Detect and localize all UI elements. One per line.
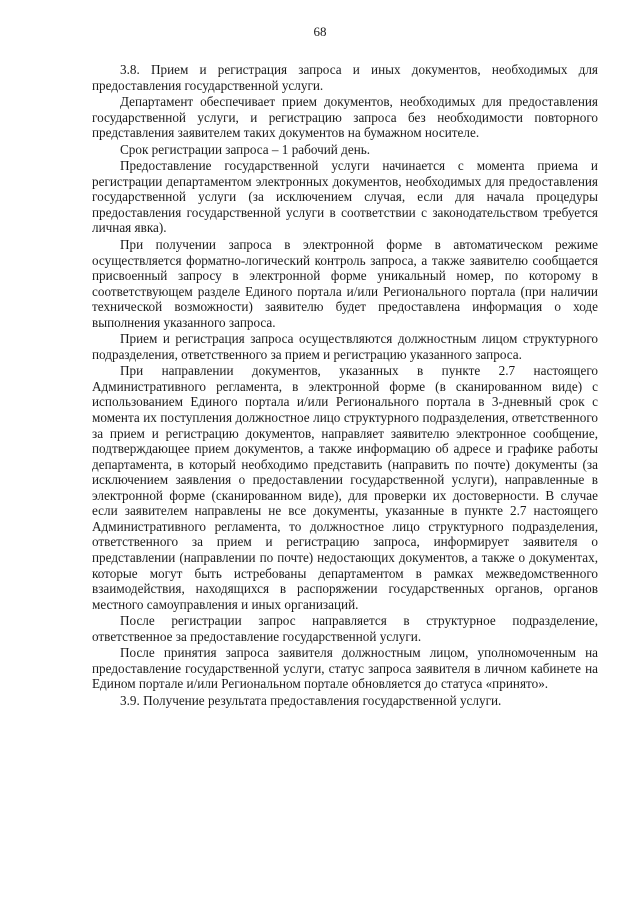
page-number: 68: [313, 24, 327, 39]
paragraph-service-start: Предоставление государственной услуги начинается с момента приема и регистрации департаментом электронных документов, необходимых для предоставления государственной услуги (за исключением случая, если для начала процедуры предоставления государственной услуги в соответствии с законодательством требуется личная явка).: [92, 158, 598, 236]
paragraph-electronic-request: При получении запроса в электронной форме в автоматическом режиме осуществляется форматно-логический контроль запроса, а также заявителю сообщается присвоенный запросу в электронной форме уникальный номер, по которому в соответствующем разделе Единого портала и/или Регионального портала (при наличии технической возможности) заявителю будет предоставлена информация о ходе выполнения указанного запроса.: [92, 237, 598, 330]
paragraph-status-update: После принятия запроса заявителя должностным лицом, уполномоченным на предоставление государственной услуги, статус запроса заявителя в личном кабинете на Едином портале и/или Региональном портале обновляется до статуса «принято».: [92, 645, 598, 692]
paragraph-department-provides: Департамент обеспечивает прием документов, необходимых для предоставления государственной услуги, и регистрацию запроса без необходимости повторного представления заявителем таких документов на бумажном носителе.: [92, 94, 598, 141]
paragraph-documents-sending: При направлении документов, указанных в пункте 2.7 настоящего Административного регламента, в электронной форме (в сканированном виде) с использованием Единого портала и/или Регионального портала в 3-дневный срок с момента их поступления должностное лицо структурного подразделения, ответственного за прием и регистрацию документов, направляет заявителю электронное сообщение, подтверждающее прием документов, а также информацию об адресе и графике работы департамента, в который необходимо представить (направить по почте) документы (за исключением заявления о предоставлении государственной услуги), направленные в электронной форме (сканированном виде), для проверки их достоверности. В случае если заявителем направлены не все документы, указанные в пункте 2.7 настоящего Административного регламента, то должностное лицо структурного подразделения, ответственного за прием и регистрацию запроса, информирует заявителя о представлении (направлении по почте) недостающих документов, а также о документах, которые могут быть истребованы департаментом в рамках межведомственного взаимодействия, находящихся в распоряжении государственных органов, органов местного самоуправления и иных организаций.: [92, 363, 598, 612]
paragraph-after-registration: После регистрации запрос направляется в структурное подразделение, ответственное за предоставление государственной услуги.: [92, 613, 598, 644]
paragraph-registration-term: Срок регистрации запроса – 1 рабочий день.: [120, 141, 371, 157]
paragraph-section-3-9-heading: 3.9. Получение результата предоставления государственной услуги.: [120, 692, 502, 708]
paragraph-acceptance-official: Прием и регистрация запроса осуществляются должностным лицом структурного подразделения, ответственного за прием и регистрацию указанного запроса.: [92, 331, 598, 362]
paragraph-section-3-8-heading: 3.8. Прием и регистрация запроса и иных документов, необходимых для предоставления государственной услуги.: [92, 62, 598, 93]
document-body: [92, 62, 598, 709]
